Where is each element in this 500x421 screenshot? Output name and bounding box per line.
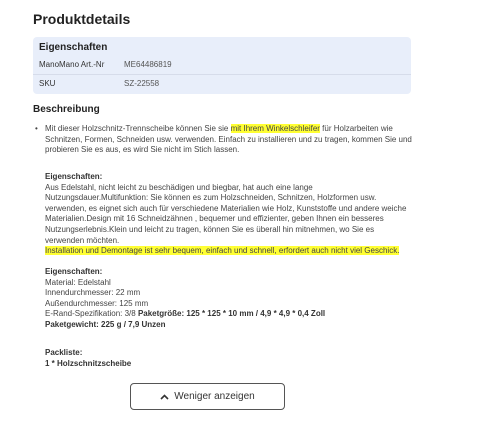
property-key: SKU [39,79,56,88]
features-line: Aus Edelstahl, nicht leicht zu beschädigen und biegbar, hat auch eine lange [45,182,313,192]
bullet-dot-icon: • [35,124,38,133]
features-line: verwenden möchten. [45,235,120,245]
intro-text: Mit dieser Holzschnitz-Trennscheibe können Sie sie [45,124,231,133]
features-heading: Eigenschaften: [45,172,103,181]
highlighted-text: Installation und Demontage ist sehr bequem, einfach und schnell, erfordert auch nicht viel Geschick. [45,246,400,256]
spec-package-size: Paketgröße: 125 * 125 * 10 mm / 4,9 * 4,9 * 0,4 Zoll [137,309,326,319]
spec-package-weight: Paketgewicht: 225 g / 7,9 Unzen [45,319,166,329]
specs-block [45,267,415,331]
specs-heading: Eigenschaften: [45,267,103,276]
property-row [33,57,411,75]
property-value: ME64486819 [124,60,172,69]
description-heading: Beschreibung [33,104,100,115]
features-line: verwenden, es eignet sich auch für verschiedene Materialien wie Holz, Kunststoffe und andere weiche [45,203,407,213]
page-title: Produktdetails [33,11,131,27]
features-block [45,172,415,257]
property-key: ManoMano Art.-Nr [39,60,105,69]
packing-list-heading: Packliste: [45,348,83,357]
features-line: Materialien.Design mit 16 Schneidzähnen , bequemer und effizienter, geben Ihnen ein besseres [45,214,384,224]
spec-material: Material: Edelstahl [45,277,111,287]
packing-list-block [45,348,415,369]
show-less-label: Weniger anzeigen [174,391,255,402]
properties-heading: Eigenschaften [39,42,108,53]
packing-list-item: 1 * Holzschnitzscheibe [45,358,132,368]
description-intro [45,124,413,156]
properties-table [33,37,411,94]
spec-edge: E-Rand-Spezifikation: 3/8 [45,309,138,319]
show-less-button[interactable] [130,383,285,410]
intro-text-continued: für Holzarbeiten wie Schnitzen, Formen, Schneiden usw. verwenden. Einfach zu installieren und zu tragen, kommen Sie und probieren Sie es aus, es wird Sie nicht im Stich lassen. [45,124,412,155]
property-row [33,76,411,93]
highlighted-text: mit Ihrem Winkelschleifer [230,124,320,133]
spec-outer-diameter: Außendurchmesser: 125 mm [45,298,149,308]
property-value: SZ-22558 [124,79,160,88]
spec-inner-diameter: Innendurchmesser: 22 mm [45,288,141,298]
chevron-up-icon [160,392,169,402]
features-line: Nutzungsdauer.Multifunktion: Sie können es zum Holzschneiden, Schnitzen, Holzformen usw. [45,193,377,203]
features-line: Nutzungserlebnis.Klein und leicht zu tragen, können Sie es überall hin mitnehmen, wo Sie es [45,224,375,234]
